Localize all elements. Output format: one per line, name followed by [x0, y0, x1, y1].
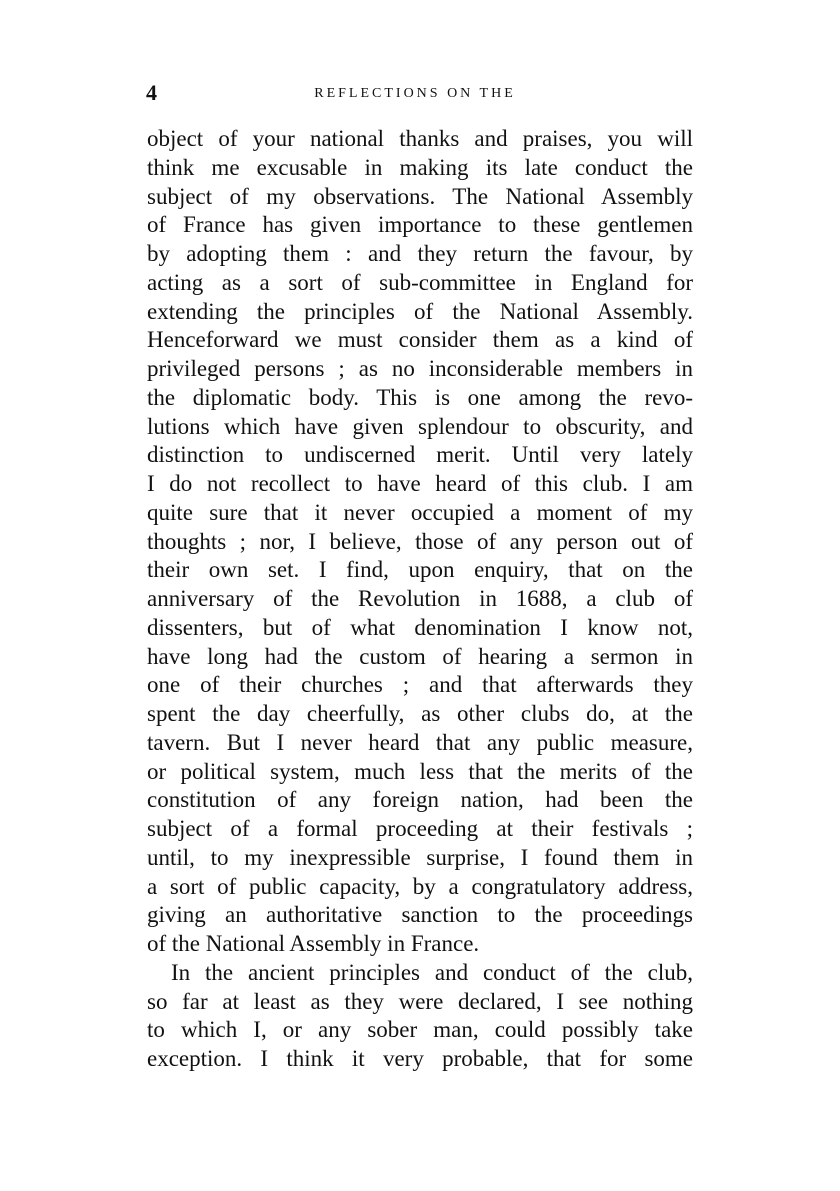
text-line: extending the principles of the National Assembly. — [147, 298, 693, 324]
paragraph — [147, 125, 693, 959]
text-line: lutions which have given splendour to obscurity, and — [147, 413, 693, 439]
text-line: spent the day cheerfully, as other clubs do, at the — [147, 701, 693, 726]
text-line: or political system, much less that the merits of the — [147, 758, 693, 784]
text-line: dissenters, but of what denomination I know not, — [147, 614, 693, 640]
text-line: quite sure that it never occupied a moment of my — [147, 499, 693, 525]
text-line: until, to my inexpressible surprise, I found them in — [147, 844, 693, 870]
text-line: by adopting them : and they return the favour, by — [147, 241, 693, 266]
text-line: constitution of any foreign nation, had been the — [147, 787, 693, 813]
text-line: the diplomatic body. This is one among the revo- — [147, 384, 693, 410]
text-line: subject of a formal proceeding at their festivals ; — [147, 816, 693, 841]
text-line: Henceforward we must consider them as a kind of — [147, 327, 693, 353]
text-line: their own set. I find, upon enquiry, that on the — [147, 557, 693, 583]
text-line: object of your national thanks and praises, you will — [147, 126, 693, 151]
paragraph — [147, 959, 693, 1074]
text-line: exception. I think it very probable, that for some — [147, 1046, 693, 1071]
text-line: In the ancient principles and conduct of the club, — [171, 959, 693, 985]
text-line: think me excusable in making its late conduct the — [147, 154, 693, 180]
text-line: subject of my observations. The National Assembly — [147, 183, 693, 209]
text-line: one of their churches ; and that afterwards they — [147, 672, 693, 698]
text-line: of the National Assembly in France. — [147, 931, 480, 956]
text-line: thoughts ; nor, I believe, those of any person out of — [147, 528, 693, 554]
text-line: anniversary of the Revolution in 1688, a club of — [147, 586, 693, 611]
body-text — [147, 125, 693, 1074]
text-line: giving an authoritative sanction to the proceedings — [147, 902, 693, 928]
text-line: so far at least as they were declared, I see nothing — [147, 988, 693, 1014]
text-line: privileged persons ; as no inconsiderable members in — [147, 356, 693, 381]
text-line: distinction to undiscerned merit. Until very lately — [147, 442, 693, 468]
text-line: acting as a sort of sub-committee in England for — [147, 269, 693, 295]
text-line: to which I, or any sober man, could possibly take — [147, 1017, 693, 1043]
text-line: a sort of public capacity, by a congratulatory address, — [147, 873, 693, 899]
text-line: tavern. But I never heard that any public measure, — [147, 729, 693, 755]
text-line: of France has given importance to these gentlemen — [147, 212, 693, 238]
text-line: I do not recollect to have heard of this club. I am — [147, 471, 693, 496]
text-line: have long had the custom of hearing a sermon in — [147, 643, 693, 669]
running-head: REFLECTIONS ON THE — [314, 86, 516, 101]
page-number: 4 — [146, 80, 157, 105]
